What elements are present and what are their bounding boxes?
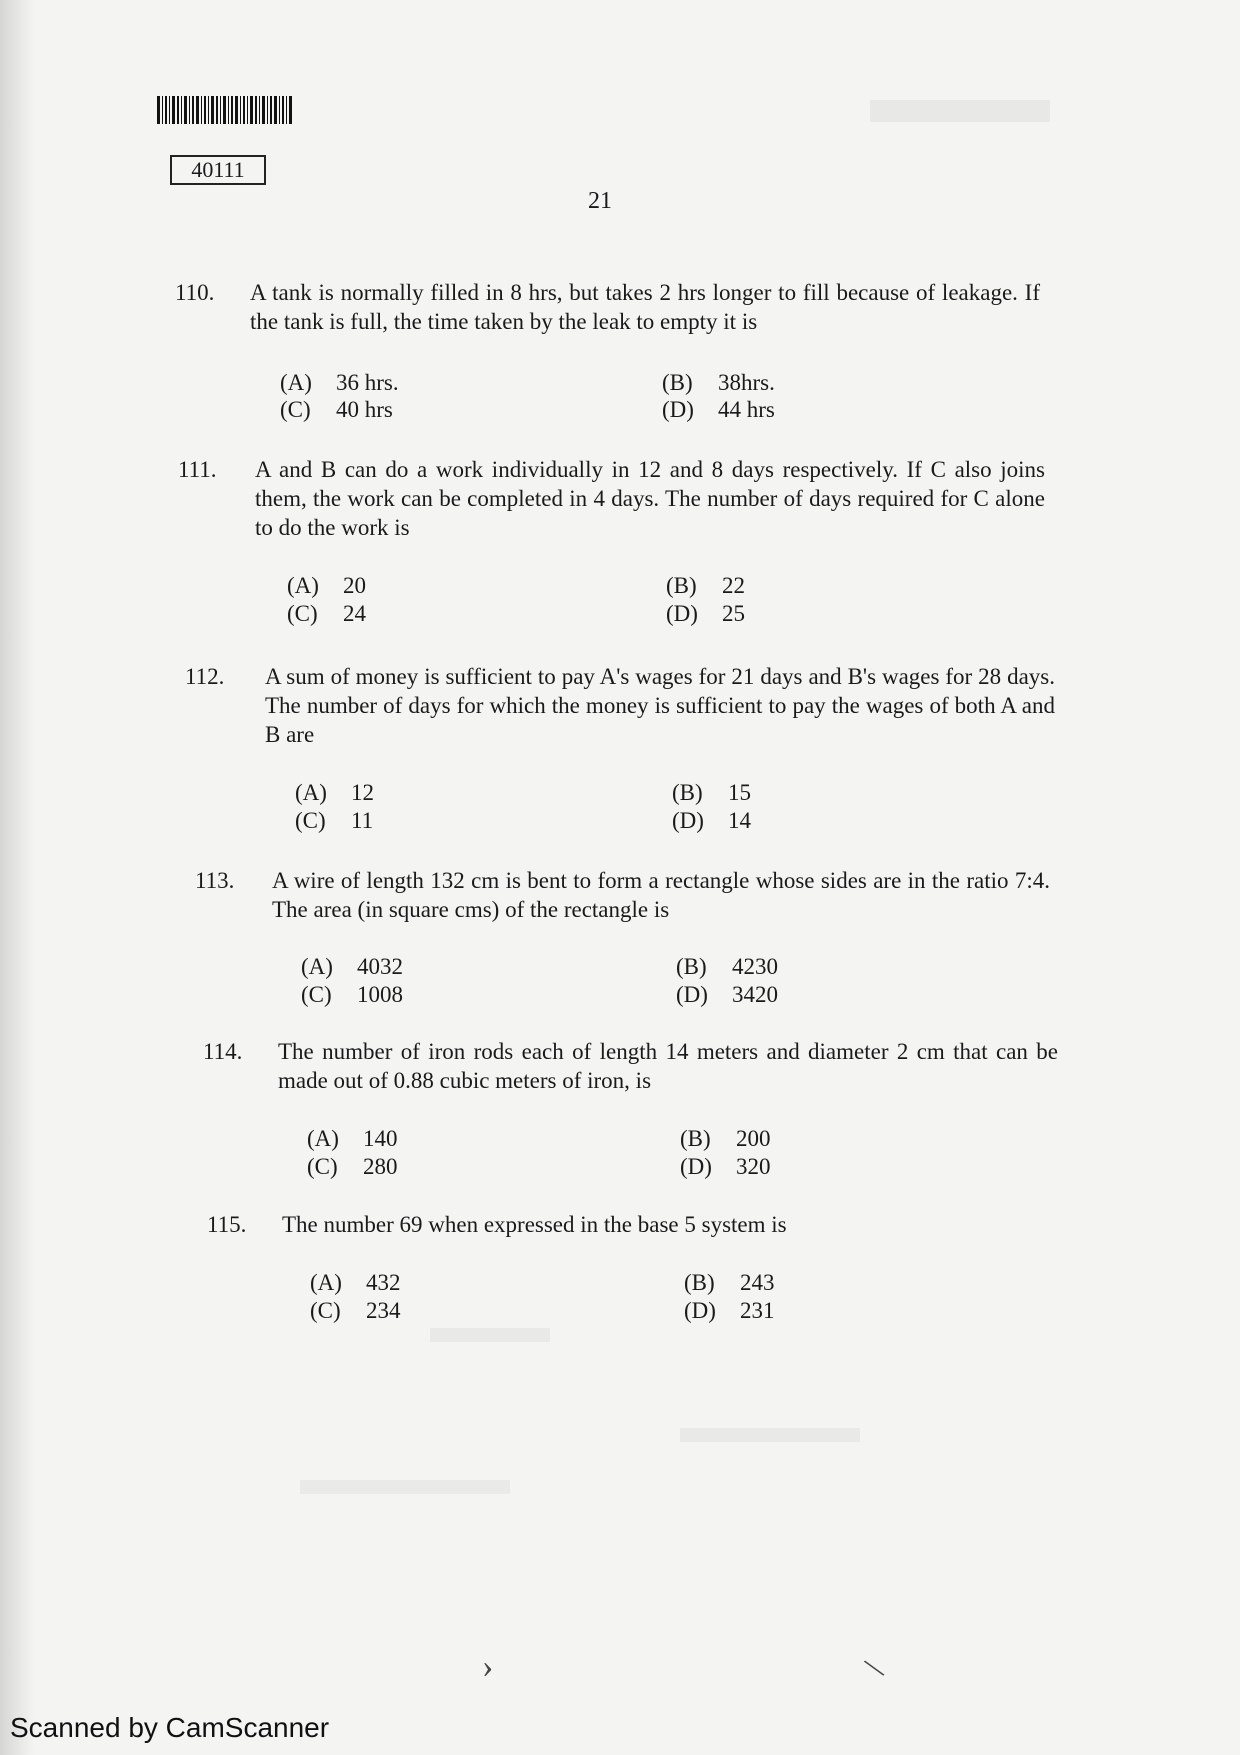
- option-b: (B) 15: [672, 780, 751, 805]
- question-number: 110.: [175, 280, 215, 305]
- option-d: (D) 44 hrs: [662, 397, 775, 422]
- option-a: (A) 36 hrs.: [280, 370, 399, 395]
- option-a: (A) 4032: [301, 954, 403, 979]
- option-d: (D) 231: [684, 1298, 775, 1323]
- pen-mark: \: [859, 1650, 889, 1687]
- option-d: (D) 25: [666, 601, 745, 626]
- option-c: (C) 280: [307, 1154, 398, 1179]
- scanner-watermark: Scanned by CamScanner: [10, 1712, 330, 1743]
- question-text: A tank is normally filled in 8 hrs, but takes 2 hrs longer to fill because of leakage. If the tank is full, the time taken by the leak to empty it is: [250, 280, 1040, 334]
- option-a: (A) 12: [295, 780, 374, 805]
- option-c: (C) 234: [310, 1298, 401, 1323]
- question-number: 111.: [178, 457, 217, 482]
- option-c: (C) 24: [287, 601, 366, 626]
- option-c: (C) 40 hrs: [280, 397, 393, 422]
- scan-page-edge: [0, 0, 34, 1755]
- option-d: (D) 3420: [676, 982, 778, 1007]
- option-c: (C) 1008: [301, 982, 403, 1007]
- bleed-through-mark: [680, 1428, 860, 1442]
- option-d: (D) 320: [680, 1154, 771, 1179]
- page-number: 21: [588, 188, 612, 214]
- question-text: A wire of length 132 cm is bent to form a rectangle whose sides are in the ratio 7:4. The area (in square cms) of the rectangle is: [272, 868, 1050, 922]
- question-number: 114.: [203, 1039, 243, 1064]
- option-b: (B) 200: [680, 1126, 771, 1151]
- question-text: A and B can do a work individually in 12 and 8 days respectively. If C also joins them, the work can be completed in 4 days. The number of days required for C alone to do the work is: [255, 457, 1045, 540]
- question-number: 115.: [207, 1212, 247, 1237]
- pen-mark: ›: [482, 1648, 494, 1685]
- bleed-through-mark: [870, 100, 1050, 122]
- bleed-through-mark: [430, 1328, 550, 1342]
- question-number: 113.: [195, 868, 235, 893]
- option-a: (A) 20: [287, 573, 366, 598]
- option-b: (B) 22: [666, 573, 745, 598]
- bleed-through-mark: [300, 1480, 510, 1494]
- question-text: A sum of money is sufficient to pay A's wages for 21 days and B's wages for 28 days. The number of days for which the money is sufficient to pay the wages of both A and B are: [265, 664, 1055, 747]
- option-b: (B) 4230: [676, 954, 778, 979]
- question-number: 112.: [185, 664, 225, 689]
- option-c: (C) 11: [295, 808, 374, 833]
- option-b: (B) 243: [684, 1270, 775, 1295]
- option-a: (A) 140: [307, 1126, 398, 1151]
- option-a: (A) 432: [310, 1270, 401, 1295]
- option-d: (D) 14: [672, 808, 751, 833]
- barcode-image: [157, 96, 321, 124]
- question-text: The number of iron rods each of length 14 meters and diameter 2 cm that can be made out of 0.88 cubic meters of iron, is: [278, 1039, 1058, 1093]
- option-b: (B) 38hrs.: [662, 370, 775, 395]
- paper-code-box: 40111: [170, 155, 266, 185]
- question-text: The number 69 when expressed in the base 5 system is: [282, 1212, 787, 1237]
